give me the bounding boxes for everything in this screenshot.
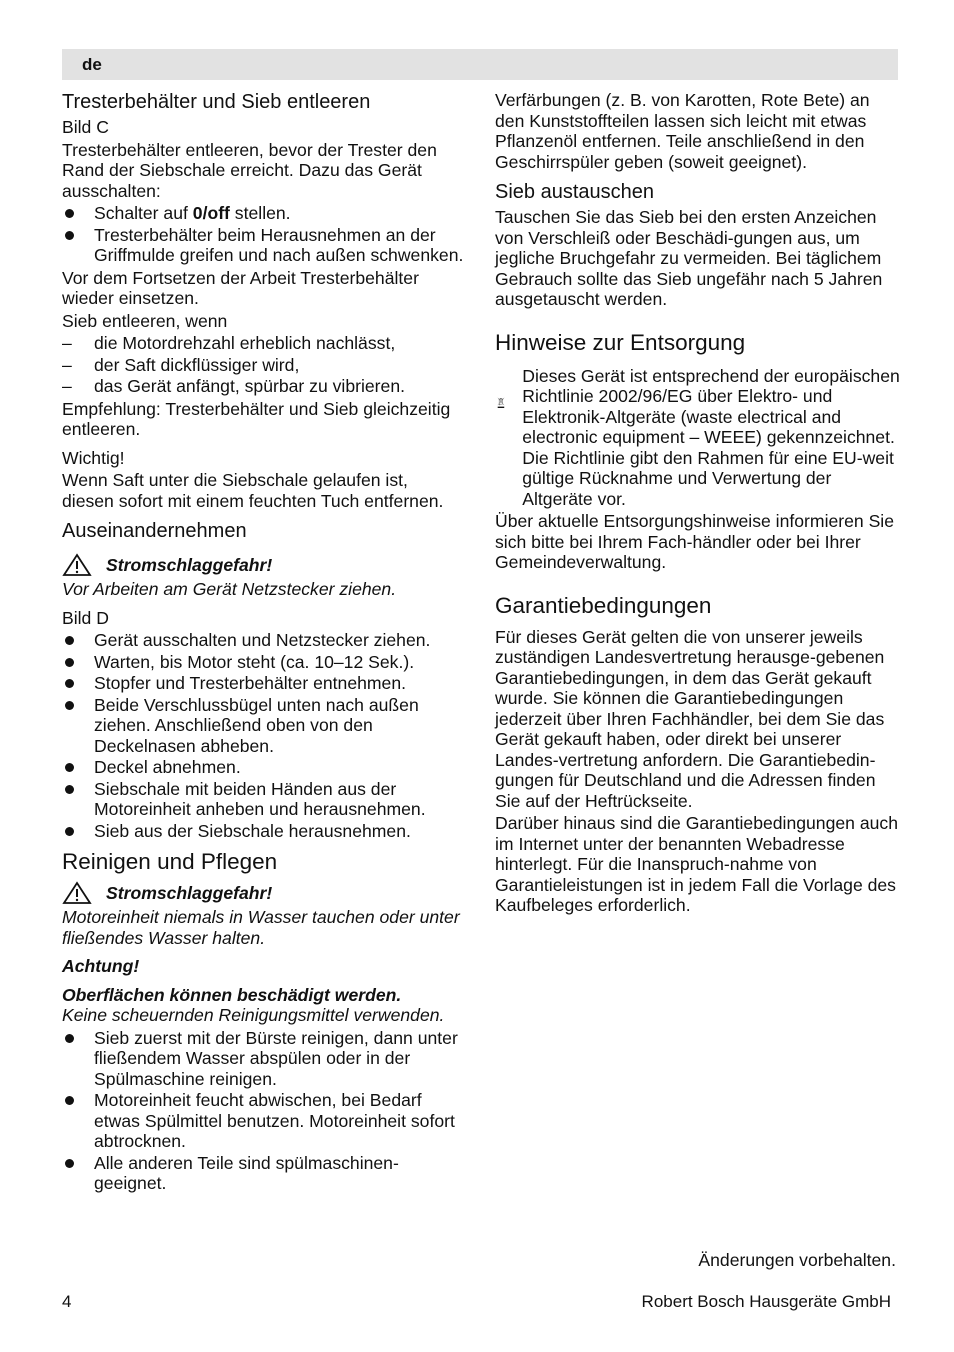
list-item: Gerät ausschalten und Netzstecker ziehen. (62, 630, 464, 651)
caution-bold: Oberflächen können beschädigt werden. (62, 984, 402, 1005)
warning-triangle-icon (62, 881, 92, 905)
bullet-list-cleaning (62, 1028, 464, 1194)
list-item: Warten, bis Motor steht (ca. 10–12 Sek.). (62, 652, 464, 673)
crossed-bin-icon (497, 368, 505, 438)
list-item: Stopfer und Tresterbehälter entnehmen. (62, 673, 464, 694)
company-name: Robert Bosch Hausgeräte GmbH (641, 1292, 891, 1311)
warning-line (62, 881, 464, 905)
list-item: Sieb aus der Siebschale herausnehmen. (62, 821, 464, 842)
list-item: – das Gerät anfängt, spürbar zu vibrieren. (62, 376, 464, 397)
paragraph-sieb: Sieb entleeren, wenn (62, 310, 228, 331)
switch-label: 0/off (192, 203, 230, 223)
paragraph-entsorgung: Über aktuelle Entsorgungshinweise informieren Sie sich bitte bei Ihrem Fach-händler oder bei Ihrer Gemeindeverwaltung. (495, 511, 895, 572)
dash-list (62, 333, 464, 397)
heading-entsorgung: Hinweise zur Entsorgung (495, 329, 746, 355)
changes-note: Änderungen vorbehalten. (698, 1250, 896, 1270)
list-item: Beide Verschlussbügel unten nach außen ziehen. Anschließend oben von den Deckelnasen abheben. (62, 695, 464, 757)
heading-reinigen: Reinigen und Pflegen (62, 849, 278, 874)
warning-text: Vor Arbeiten am Gerät Netzstecker ziehen. (62, 579, 397, 599)
paragraph-discoloration: Verfärbungen (z. B. von Karotten, Rote Bete) an den Kunststoffteilen lassen sich leicht mit etwas Pflanzenöl entfernen. Teile anschließend in den Geschirrspüler geben (soweit geeignet). (495, 90, 870, 172)
list-item: Tresterbehälter beim Herausnehmen an der Griffmulde greifen und nach außen schwenken. (62, 225, 464, 266)
list-item: Deckel abnehmen. (62, 757, 464, 778)
list-item: Motoreinheit feucht abwischen, bei Bedarf etwas Spülmittel benutzen. Motoreinheit sofort abtrocknen. (62, 1090, 464, 1152)
list-item: – die Motordrehzahl erheblich nachlässt, (62, 333, 464, 354)
list-item: Schalter auf 0/off stellen. (62, 203, 464, 224)
heading-trester: Tresterbehälter und Sieb entleeren (62, 91, 371, 113)
warning-line (62, 553, 464, 577)
list-item: Sieb zuerst mit der Bürste reinigen, dann unter fließendem Wasser abspülen oder in der Spülmaschine reinigen. (62, 1028, 464, 1090)
left-column (62, 90, 464, 1196)
paragraph-important: Wenn Saft unter die Siebschale gelaufen ist, diesen sofort mit einem feuchten Tuch entfernen. (62, 470, 444, 511)
right-column (495, 90, 900, 918)
language-bar (62, 49, 898, 80)
figure-ref-c: Bild C (62, 117, 109, 137)
paragraph-sieb-austauschen: Tauschen Sie das Sieb bei den ersten Anzeichen von Verschleiß oder Beschädi-gungen aus, um jegliche Bruchgefahr zu vermeiden. Bei täglichem Gebrauch sollte das Sieb ungefähr nach 5 Jahren ausgetauscht werden. (495, 207, 883, 309)
figure-ref-d: Bild D (62, 607, 109, 628)
paragraph-weee: Dieses Gerät ist entsprechend der europäischen Richtlinie 2002/96/EG über Elektro- und Elektronik-Altgeräte (waste electrical and electronic equipment – WEEE) gekennzeichnet. Die Richtlinie gibt den Rahmen für eine EU-weit gültige Rücknahme und Verwertung der Altgeräte vor. (522, 365, 900, 509)
caution-text: Keine scheuernden Reinigungsmittel verwenden. (62, 1005, 445, 1025)
paragraph-garantie-2: Darüber hinaus sind die Garantiebedingungen auch im Internet unter der benannten Webadresse hinterlegt. Für die Inanspruch-nahme von Garantieleistungen ist in jedem Fall die Vorlage des Kaufbeleges erforderlich. (495, 813, 898, 915)
paragraph-garantie-1: Für dieses Gerät gelten die von unserer jeweils zuständigen Landesvertretung herausge-gebenen Garantiebedingungen, in dem das Gerät gekauft wurde. Sie können die Garantiebedingungen jederzeit über Ihren Fachhändler, bei dem Sie das Gerät gekauft haben, oder direkt bei unserer Landes-vertretung anfordern. Die Garantiebedin-gungen für Deutschland und die Adressen finden Sie auf der Heftrückseite. (495, 626, 885, 811)
caution-label: Achtung! (62, 956, 140, 976)
warning-triangle-icon (62, 553, 92, 577)
bullet-list-trester (62, 203, 464, 266)
weee-block (495, 366, 900, 512)
list-item: Siebschale mit beiden Händen aus der Motoreinheit anheben und herausnehmen. (62, 779, 464, 820)
list-item: Alle anderen Teile sind spülmaschinen-geeignet. (62, 1153, 464, 1194)
paragraph-recommendation: Empfehlung: Tresterbehälter und Sieb gleichzeitig entleeren. (62, 398, 451, 439)
heading-auseinandernehmen: Auseinandernehmen (62, 520, 247, 542)
bullet-list-disassembly (62, 630, 464, 841)
language-code: de (82, 55, 102, 74)
paragraph-intro: Tresterbehälter entleeren, bevor der Trester den Rand der Siebschale erreicht. Dazu das Gerät ausschalten: (62, 139, 437, 201)
warning-text: Motoreinheit niemals in Wasser tauchen oder unter fließendes Wasser halten. (62, 907, 460, 948)
warning-title: Stromschlaggefahr! (106, 554, 273, 575)
heading-garantie: Garantiebedingungen (495, 592, 712, 618)
list-item: – der Saft dickflüssiger wird, (62, 355, 464, 376)
page-number: 4 (62, 1292, 72, 1311)
heading-sieb-austauschen: Sieb austauschen (495, 181, 655, 203)
paragraph-continue: Vor dem Fortsetzen der Arbeit Tresterbehälter wieder einsetzen. (62, 267, 419, 308)
important-label: Wichtig! (62, 447, 125, 468)
warning-title: Stromschlaggefahr! (106, 882, 273, 903)
